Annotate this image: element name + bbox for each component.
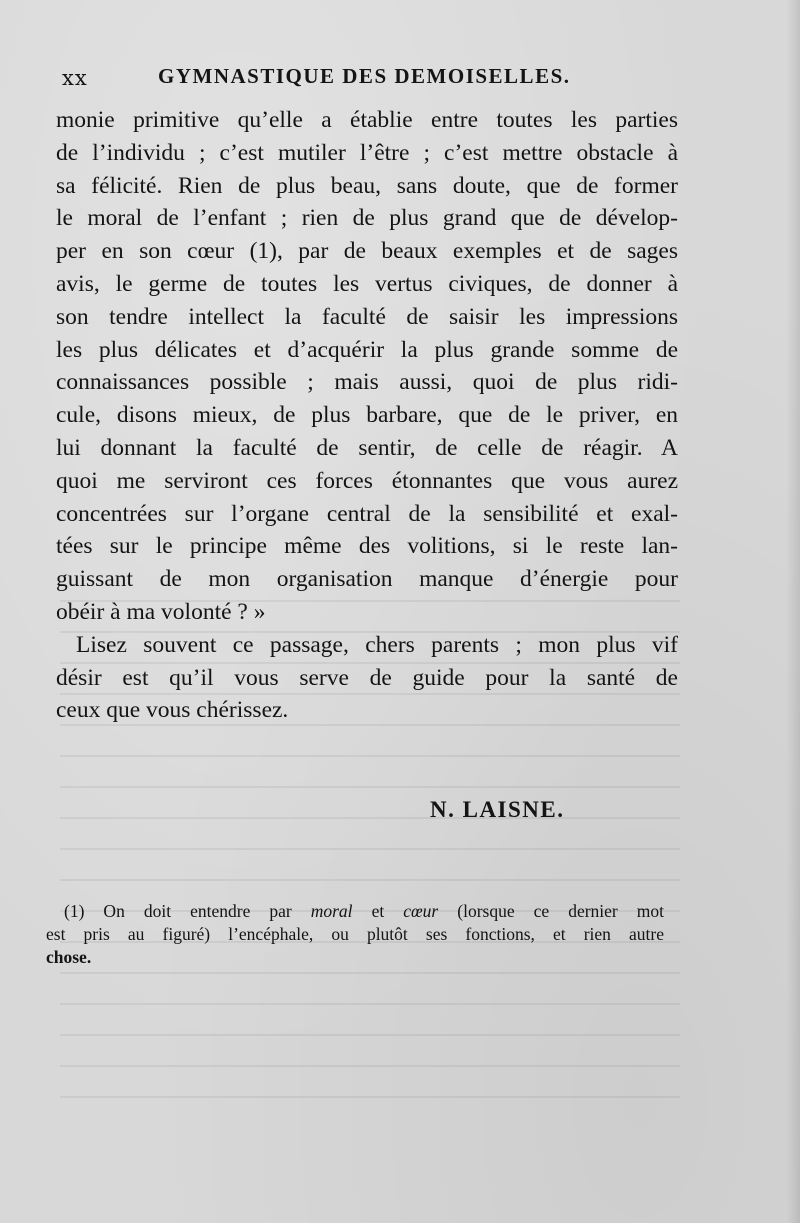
text-line: de l’individu ; c’est mutiler l’être ; c’est mettre obstacle à (56, 139, 678, 166)
text-line: les plus délicates et d’acquérir la plus grande somme de (56, 336, 678, 363)
text-line: monie primitive qu’elle a établie entre toutes les parties (56, 107, 678, 133)
text-line: quoi me serviront ces forces étonnantes que vous aurez (56, 467, 678, 494)
body-text (56, 104, 678, 727)
text-line: sa félicité. Rien de plus beau, sans doute, que de former (56, 172, 678, 199)
text-line: per en son cœur (1), par de beaux exemples et de sages (56, 238, 678, 265)
footnote-text: (lorsque ce dernier mot (438, 901, 664, 921)
text-line: lui donnant la faculté de sentir, de celle de réagir. A (56, 434, 678, 461)
page-edge-shadow (786, 0, 800, 1223)
footnote-italic-term: cœur (403, 901, 439, 921)
text-line: Lisez souvent ce passage, chers parents ; mon plus vif (76, 631, 678, 658)
text-line: obéir à ma volonté ? » (56, 598, 266, 625)
author-signature: N. LAISNE. (430, 797, 565, 822)
footnote (46, 900, 664, 969)
running-head (62, 64, 682, 94)
text-line: cule, disons mieux, de plus barbare, que de le priver, en (56, 402, 678, 429)
footnote-line (46, 900, 664, 923)
running-head-title: GYMNASTIQUE DES DEMOISELLES. (158, 64, 571, 88)
footnote-conjunction: et (352, 901, 404, 921)
text-line: connaissances possible ; mais aussi, quoi de plus ridi- (56, 369, 678, 396)
footnote-line: est pris au figuré) l’encéphale, ou plutôt ses fonctions, et rien autre (46, 924, 664, 944)
text-line: ceux que vous chérissez. (56, 697, 289, 724)
text-line: son tendre intellect la faculté de saisir les impressions (56, 303, 678, 330)
footnote-marker: (1) On doit entendre par (64, 901, 311, 921)
text-line: tées sur le principe même des volitions, si le reste lan- (56, 533, 678, 560)
footnote-italic-term: moral (310, 901, 353, 921)
text-line: concentrées sur l’organe central de la sensibilité et exal- (56, 500, 678, 527)
text-line: guissant de mon organisation manque d’énergie pour (56, 566, 678, 593)
text-line: désir est qu’il vous serve de guide pour la santé de (56, 664, 678, 691)
text-line: le moral de l’enfant ; rien de plus grand que de dévelop- (56, 205, 678, 232)
text-line: avis, le germe de toutes les vertus civiques, de donner à (56, 270, 678, 297)
footnote-line: chose. (46, 947, 92, 967)
page-number: xx (62, 66, 88, 90)
